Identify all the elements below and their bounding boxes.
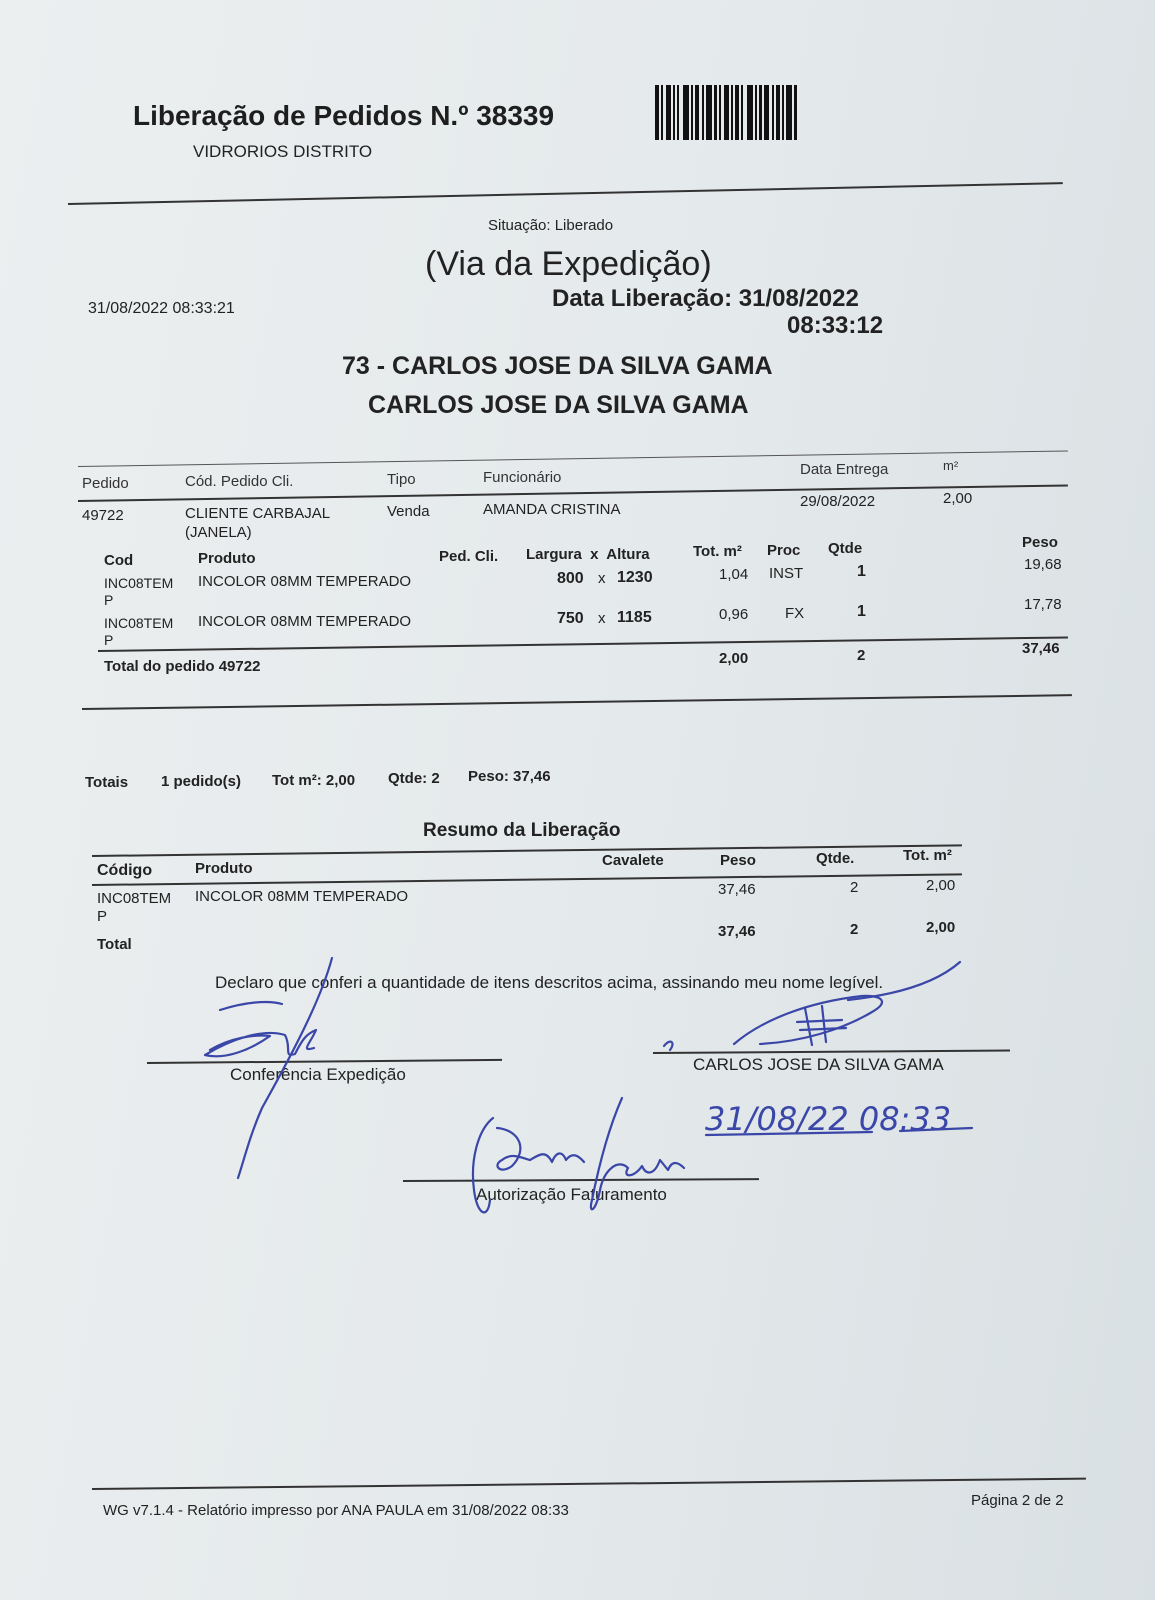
signature-stroke — [797, 1006, 846, 1045]
release-time: 08:33:12 — [787, 312, 884, 339]
items-col-cod: Cod — [104, 552, 134, 569]
summary-title: Resumo da Liberação — [423, 820, 621, 841]
signature-label-faturamento: Autorização Faturamento — [476, 1185, 667, 1204]
items-col-proc: Proc — [767, 542, 801, 559]
item-altura: 1230 — [617, 569, 653, 586]
client-line-2: CARLOS JOSE DA SILVA GAMA — [368, 391, 749, 419]
item-cod-2: P — [104, 632, 114, 648]
item-tot-m2: 0,96 — [719, 606, 749, 623]
signature-stroke — [220, 1002, 282, 1010]
document-title: Liberação de Pedidos N.º 38339 — [133, 100, 555, 131]
items-col-peso: Peso — [1022, 534, 1058, 551]
via-label: (Via da Expedição) — [425, 245, 712, 283]
company-name: VIDRORIOS DISTRITO — [193, 142, 373, 161]
items-col-tot-m2: Tot. m² — [693, 543, 742, 560]
col-data-entrega: Data Entrega — [800, 461, 889, 478]
order-total-qtde: 2 — [857, 647, 866, 664]
cod-pedido-cli: CLIENTE CARBAJAL — [185, 505, 331, 522]
tipo-value: Venda — [387, 503, 430, 520]
m2-value: 2,00 — [943, 490, 973, 507]
summary-total-peso: 37,46 — [718, 923, 756, 940]
signature-stroke — [473, 1118, 493, 1212]
signature-stroke — [848, 962, 960, 1000]
item-peso: 19,68 — [1024, 556, 1062, 573]
print-datetime: 31/08/2022 08:33:21 — [88, 300, 235, 317]
totals-qtde: Qtde: 2 — [388, 770, 440, 787]
item-proc: INST — [769, 565, 804, 582]
col-pedido: Pedido — [82, 475, 129, 492]
situation: Situação: Liberado — [488, 217, 614, 234]
pedido-number: 49722 — [82, 507, 124, 524]
items-col-ped-cli: Ped. Cli. — [439, 548, 499, 565]
summary-col-codigo: Código — [97, 862, 153, 879]
signature-stroke — [591, 1098, 684, 1209]
item-proc: FX — [785, 605, 805, 622]
client-line-1: 73 - CARLOS JOSE DA SILVA GAMA — [342, 352, 773, 380]
item-x: x — [598, 610, 606, 627]
summary-cod: INC08TEM — [97, 890, 172, 907]
summary-total-m2: 2,00 — [926, 919, 956, 936]
item-altura: 1185 — [617, 609, 652, 626]
item-produto: INCOLOR 08MM TEMPERADO — [198, 573, 412, 590]
col-funcionario: Funcionário — [483, 469, 562, 486]
item-cod: INC08TEM — [104, 615, 174, 631]
summary-qtde: 2 — [850, 879, 859, 896]
order-total-label: Total do pedido 49722 — [104, 658, 261, 675]
item-largura: 750 — [557, 610, 584, 627]
order-total-m2: 2,00 — [719, 650, 749, 667]
item-produto: INCOLOR 08MM TEMPERADO — [198, 613, 412, 630]
funcionario-value: AMANDA CRISTINA — [483, 501, 621, 518]
totals-peso: Peso: 37,46 — [468, 768, 551, 785]
item-x: x — [598, 570, 606, 587]
col-cod-pedido-cli: Cód. Pedido Cli. — [185, 473, 294, 490]
col-tipo: Tipo — [387, 471, 416, 488]
items-col-dimensions: Largura x Altura — [526, 546, 650, 563]
footer-printed-by: WG v7.1.4 - Relatório impresso por ANA PAULA em 31/08/2022 08:33 — [103, 1502, 569, 1519]
footer-page-number: Página 2 de 2 — [971, 1492, 1064, 1509]
declaration-text: Declaro que conferi a quantidade de itens descritos acima, assinando meu nome legível. — [215, 973, 884, 992]
signature-label-client: CARLOS JOSE DA SILVA GAMA — [693, 1055, 944, 1074]
totals-pedidos: 1 pedido(s) — [161, 773, 242, 790]
summary-peso: 37,46 — [718, 881, 756, 898]
totals-m2: Tot m²: 2,00 — [272, 772, 356, 789]
summary-col-qtde: Qtde. — [816, 850, 855, 867]
totals-label: Totais — [85, 774, 129, 791]
release-date: Data Liberação: 31/08/2022 — [552, 285, 859, 312]
summary-total-qtde: 2 — [850, 921, 859, 938]
item-peso: 17,78 — [1024, 596, 1062, 613]
data-entrega-value: 29/08/2022 — [800, 493, 876, 510]
handwritten-date: 31/08/22 08:33 — [705, 1100, 952, 1138]
order-total-peso: 37,46 — [1022, 640, 1060, 657]
items-col-qtde: Qtde — [828, 540, 863, 557]
items-col-produto: Produto — [198, 550, 256, 567]
signature-label-expedicao: Conferência Expedição — [230, 1065, 406, 1084]
summary-tot-m2: 2,00 — [926, 877, 956, 894]
item-tot-m2: 1,04 — [719, 566, 749, 583]
summary-col-produto: Produto — [195, 860, 253, 877]
signature-stroke — [205, 1030, 316, 1056]
summary-col-peso: Peso — [720, 852, 756, 869]
signature-stroke — [497, 1128, 584, 1170]
summary-produto: INCOLOR 08MM TEMPERADO — [195, 888, 409, 905]
summary-col-tot-m2: Tot. m² — [903, 847, 952, 864]
item-qtde: 1 — [857, 563, 866, 580]
item-largura: 800 — [557, 570, 584, 587]
signature-stroke — [238, 958, 332, 1178]
signature-stroke — [664, 1042, 672, 1050]
summary-total-label: Total — [97, 936, 132, 953]
item-cod-2: P — [104, 592, 114, 608]
item-qtde: 1 — [857, 603, 866, 620]
summary-col-cavalete: Cavalete — [602, 852, 664, 869]
col-m2: m² — [943, 458, 959, 473]
summary-cod-2: P — [97, 908, 108, 925]
item-cod: INC08TEM — [104, 575, 174, 591]
cod-pedido-cli-2: (JANELA) — [185, 524, 252, 541]
